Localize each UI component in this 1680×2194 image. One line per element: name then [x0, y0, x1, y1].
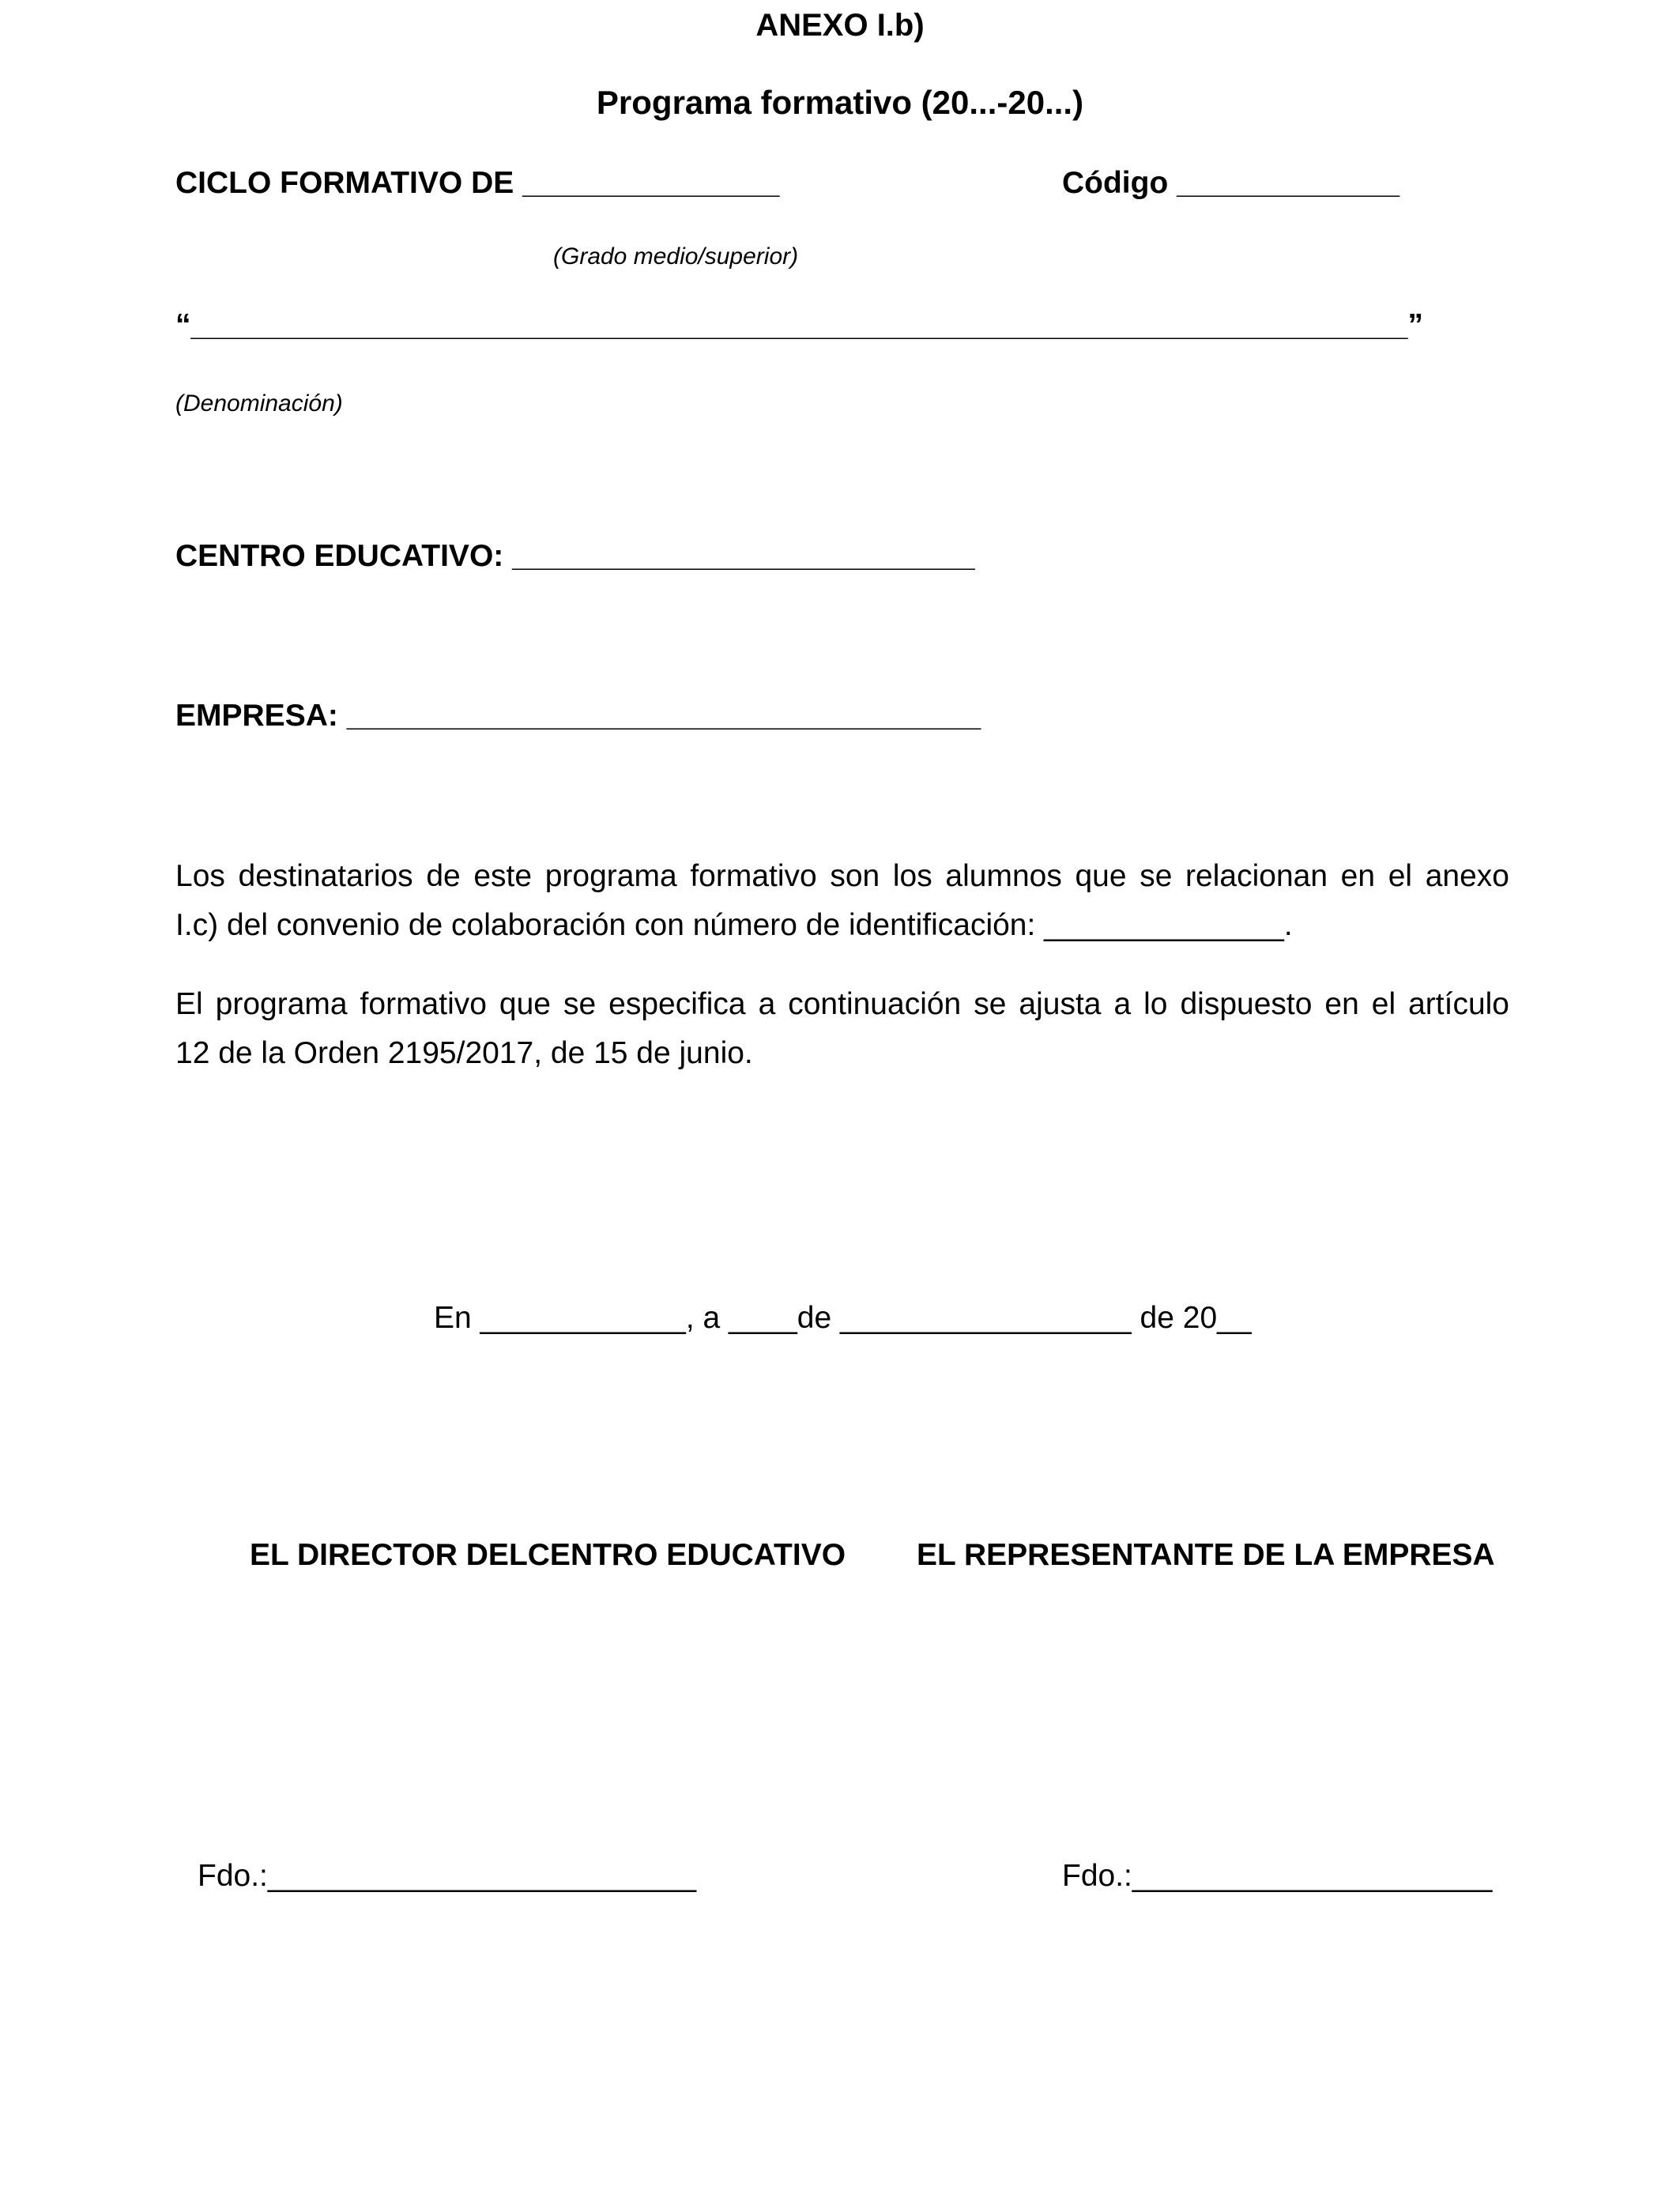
codigo-field: Código _____________ [1062, 166, 1400, 200]
recipients-line-2: I.c) del convenio de colaboración con número de identificación: ______________. [175, 908, 1293, 942]
program-title: Programa formativo (20...-20...) [596, 84, 1084, 121]
denominacion-line: “_______________________________________________________________________” [175, 308, 1423, 342]
director-signature-title: EL DIRECTOR DELCENTRO EDUCATIVO [250, 1538, 846, 1572]
denominacion-note: (Denominación) [175, 390, 343, 417]
centro-educativo-field: CENTRO EDUCATIVO: ___________________________ [175, 539, 975, 573]
director-signature-line: Fdo.:_________________________ [198, 1859, 697, 1893]
annex-title: ANEXO I.b) [755, 8, 925, 43]
representative-signature-line: Fdo.:_____________________ [1062, 1859, 1493, 1893]
empresa-field: EMPRESA: _____________________________________ [175, 699, 981, 733]
regulation-paragraph [175, 980, 1509, 1078]
ciclo-formativo-field: CICLO FORMATIVO DE _______________ [175, 166, 780, 200]
grado-note: (Grado medio/superior) [553, 243, 799, 270]
regulation-line-2: 12 de la Orden 2195/2017, de 15 de junio. [175, 1036, 753, 1070]
representative-signature-title: EL REPRESENTANTE DE LA EMPRESA [917, 1538, 1495, 1572]
recipients-paragraph [175, 852, 1509, 950]
date-place-line: En ____________, a ____de _________________ de 20__ [434, 1301, 1252, 1335]
regulation-line-1: El programa formativo que se especifica a continuación se ajusta a lo dispuesto en el artículo [175, 987, 1509, 1021]
recipients-line-1: Los destinatarios de este programa formativo son los alumnos que se relacionan en el anexo [175, 859, 1509, 893]
